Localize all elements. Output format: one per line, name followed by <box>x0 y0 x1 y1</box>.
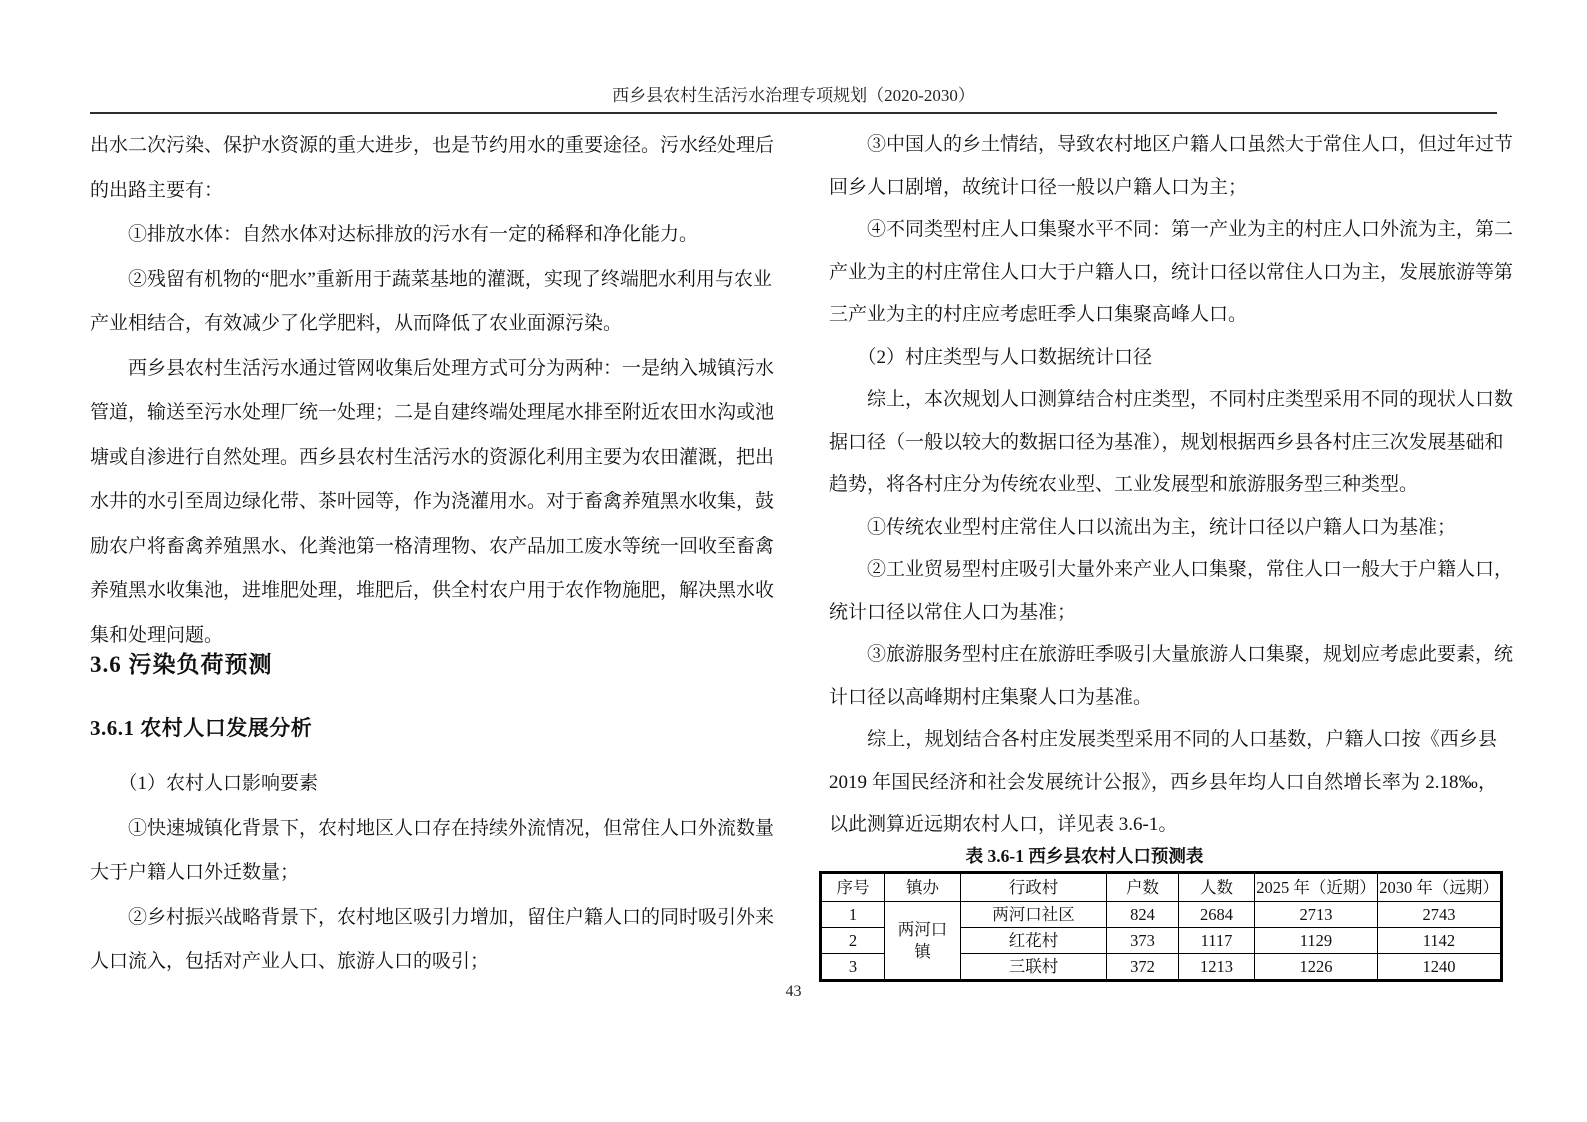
text-line: 回乡人口剧增，故统计口径一般以户籍人口为主； <box>829 176 1248 198</box>
text-line: 产业为主的村庄常住人口大于户籍人口，统计口径以常住人口为主，发展旅游等第 <box>829 261 1514 283</box>
table-header-cell: 户数 <box>1107 873 1179 902</box>
text-line: 综上，本次规划人口测算结合村庄类型，不同村庄类型采用不同的现状人口数 <box>829 389 1514 410</box>
table-cell: 两河口社区 <box>961 902 1107 928</box>
text-line: 2019 年国民经济和社会发展统计公报》，西乡县年均人口自然增长率为 2.18‰， <box>829 771 1497 793</box>
table-cell: 1 <box>821 902 885 928</box>
table-header-cell: 行政村 <box>961 873 1107 902</box>
text-line: 统计口径以常住人口为基准； <box>829 601 1077 623</box>
table-header-cell: 人数 <box>1179 873 1255 902</box>
table-row <box>821 902 1502 928</box>
table-header-cell: 2025 年（近期） <box>1255 873 1378 902</box>
text-line: 的出路主要有： <box>90 179 224 201</box>
table-header-cell: 序号 <box>821 873 885 902</box>
table-cell: 3 <box>821 954 885 981</box>
left-text-column <box>90 124 775 985</box>
text-line: 三产业为主的村庄应考虑旺季人口集聚高峰人口。 <box>829 304 1248 325</box>
table-cell: 1213 <box>1179 954 1255 981</box>
text-line: 养殖黑水收集池，进堆肥处理，堆肥后，供全村农户用于农作物施肥，解决黑水收 <box>90 580 775 601</box>
table-caption: 表 3.6-1 西乡县农村人口预测表 <box>965 846 1204 866</box>
page-header-title: 西乡县农村生活污水治理专项规划（2020-2030） <box>612 86 975 105</box>
town-group-line: 两河口 <box>897 919 948 939</box>
subsection-heading: 3.6.1 农村人口发展分析 <box>90 716 313 740</box>
text-line: 以此测算近远期农村人口，详见表 3.6-1。 <box>829 814 1178 835</box>
text-line: （2）村庄类型与人口数据统计口径 <box>829 346 1153 368</box>
text-line: ③中国人的乡土情结，导致农村地区户籍人口虽然大于常住人口，但过年过节 <box>829 134 1514 155</box>
table-cell: 1142 <box>1378 928 1502 954</box>
table-cell: 三联村 <box>961 954 1107 981</box>
table-cell: 1226 <box>1255 954 1378 981</box>
table-cell: 2684 <box>1179 902 1255 928</box>
header-divider-rule <box>90 112 1497 114</box>
table-cell-town-group <box>885 902 961 981</box>
town-group-line: 镇 <box>914 941 931 961</box>
population-forecast-table-section <box>819 845 1500 982</box>
text-line: 励农户将畜禽养殖黑水、化粪池第一格清理物、农产品加工废水等统一回收至畜禽 <box>90 535 775 557</box>
table-cell: 2743 <box>1378 902 1502 928</box>
table-header-row <box>821 873 1502 902</box>
table-cell: 2 <box>821 928 885 954</box>
section-heading: 3.6 污染负荷预测 <box>90 652 273 677</box>
text-line: 出水二次污染、保护水资源的重大进步，也是节约用水的重要途径。污水经处理后 <box>90 135 775 156</box>
text-line: 综上，规划结合各村庄发展类型采用不同的人口基数，户籍人口按《西乡县 <box>829 729 1497 750</box>
text-line: 趋势，将各村庄分为传统农业型、工业发展型和旅游服务型三种类型。 <box>829 474 1419 495</box>
table-cell: 372 <box>1107 954 1179 981</box>
table-cell: 1129 <box>1255 928 1378 954</box>
text-line: 产业相结合，有效减少了化学肥料，从而降低了农业面源污染。 <box>90 313 623 334</box>
table-cell: 2713 <box>1255 902 1378 928</box>
text-line: （1）农村人口影响要素 <box>90 773 319 794</box>
text-line: 人口流入，包括对产业人口、旅游人口的吸引； <box>90 951 490 972</box>
text-line: 集和处理问题。 <box>90 624 224 646</box>
text-line: 大于户籍人口外迁数量； <box>90 862 300 883</box>
page-number: 43 <box>785 983 802 1000</box>
table-cell: 824 <box>1107 902 1179 928</box>
text-line: ①传统农业型村庄常住人口以流出为主，统计口径以户籍人口为基准； <box>829 516 1457 538</box>
table-cell: 红花村 <box>961 928 1107 954</box>
text-line: ②残留有机物的“肥水”重新用于蔬菜基地的灌溉，实现了终端肥水利用与农业 <box>90 268 772 290</box>
text-line: ④不同类型村庄人口集聚水平不同：第一产业为主的村庄人口外流为主，第二 <box>829 219 1514 240</box>
table-cell: 1117 <box>1179 928 1255 954</box>
text-line: 据口径（一般以较大的数据口径为基准），规划根据西乡县各村庄三次发展基础和 <box>829 431 1504 453</box>
right-text-column <box>829 124 1514 847</box>
text-line: ①快速城镇化背景下，农村地区人口存在持续外流情况，但常住人口外流数量 <box>90 817 775 839</box>
text-line: 西乡县农村生活污水通过管网收集后处理方式可分为两种：一是纳入城镇污水 <box>90 357 775 379</box>
table-cell: 1240 <box>1378 954 1502 981</box>
text-line: ①排放水体：自然水体对达标排放的污水有一定的稀释和净化能力。 <box>90 224 699 245</box>
table-cell: 373 <box>1107 928 1179 954</box>
text-line: ②乡村振兴战略背景下，农村地区吸引力增加，留住户籍人口的同时吸引外来 <box>90 906 775 928</box>
population-forecast-table <box>819 871 1503 982</box>
text-line: ③旅游服务型村庄在旅游旺季吸引大量旅游人口集聚，规划应考虑此要素，统 <box>829 644 1514 665</box>
text-line: ②工业贸易型村庄吸引大量外来产业人口集聚，常住人口一般大于户籍人口， <box>829 559 1514 580</box>
text-line: 塘或自渗进行自然处理。西乡县农村生活污水的资源化利用主要为农田灌溉，把出 <box>90 446 775 468</box>
text-line: 管道，输送至污水处理厂统一处理；二是自建终端处理尾水排至附近农田水沟或池 <box>90 402 775 423</box>
text-line: 水井的水引至周边绿化带、茶叶园等，作为浇灌用水。对于畜禽养殖黑水收集，鼓 <box>90 491 775 512</box>
text-line: 计口径以高峰期村庄集聚人口为基准。 <box>829 686 1153 708</box>
table-header-cell: 2030 年（远期） <box>1378 873 1502 902</box>
table-header-cell: 镇办 <box>885 873 961 902</box>
